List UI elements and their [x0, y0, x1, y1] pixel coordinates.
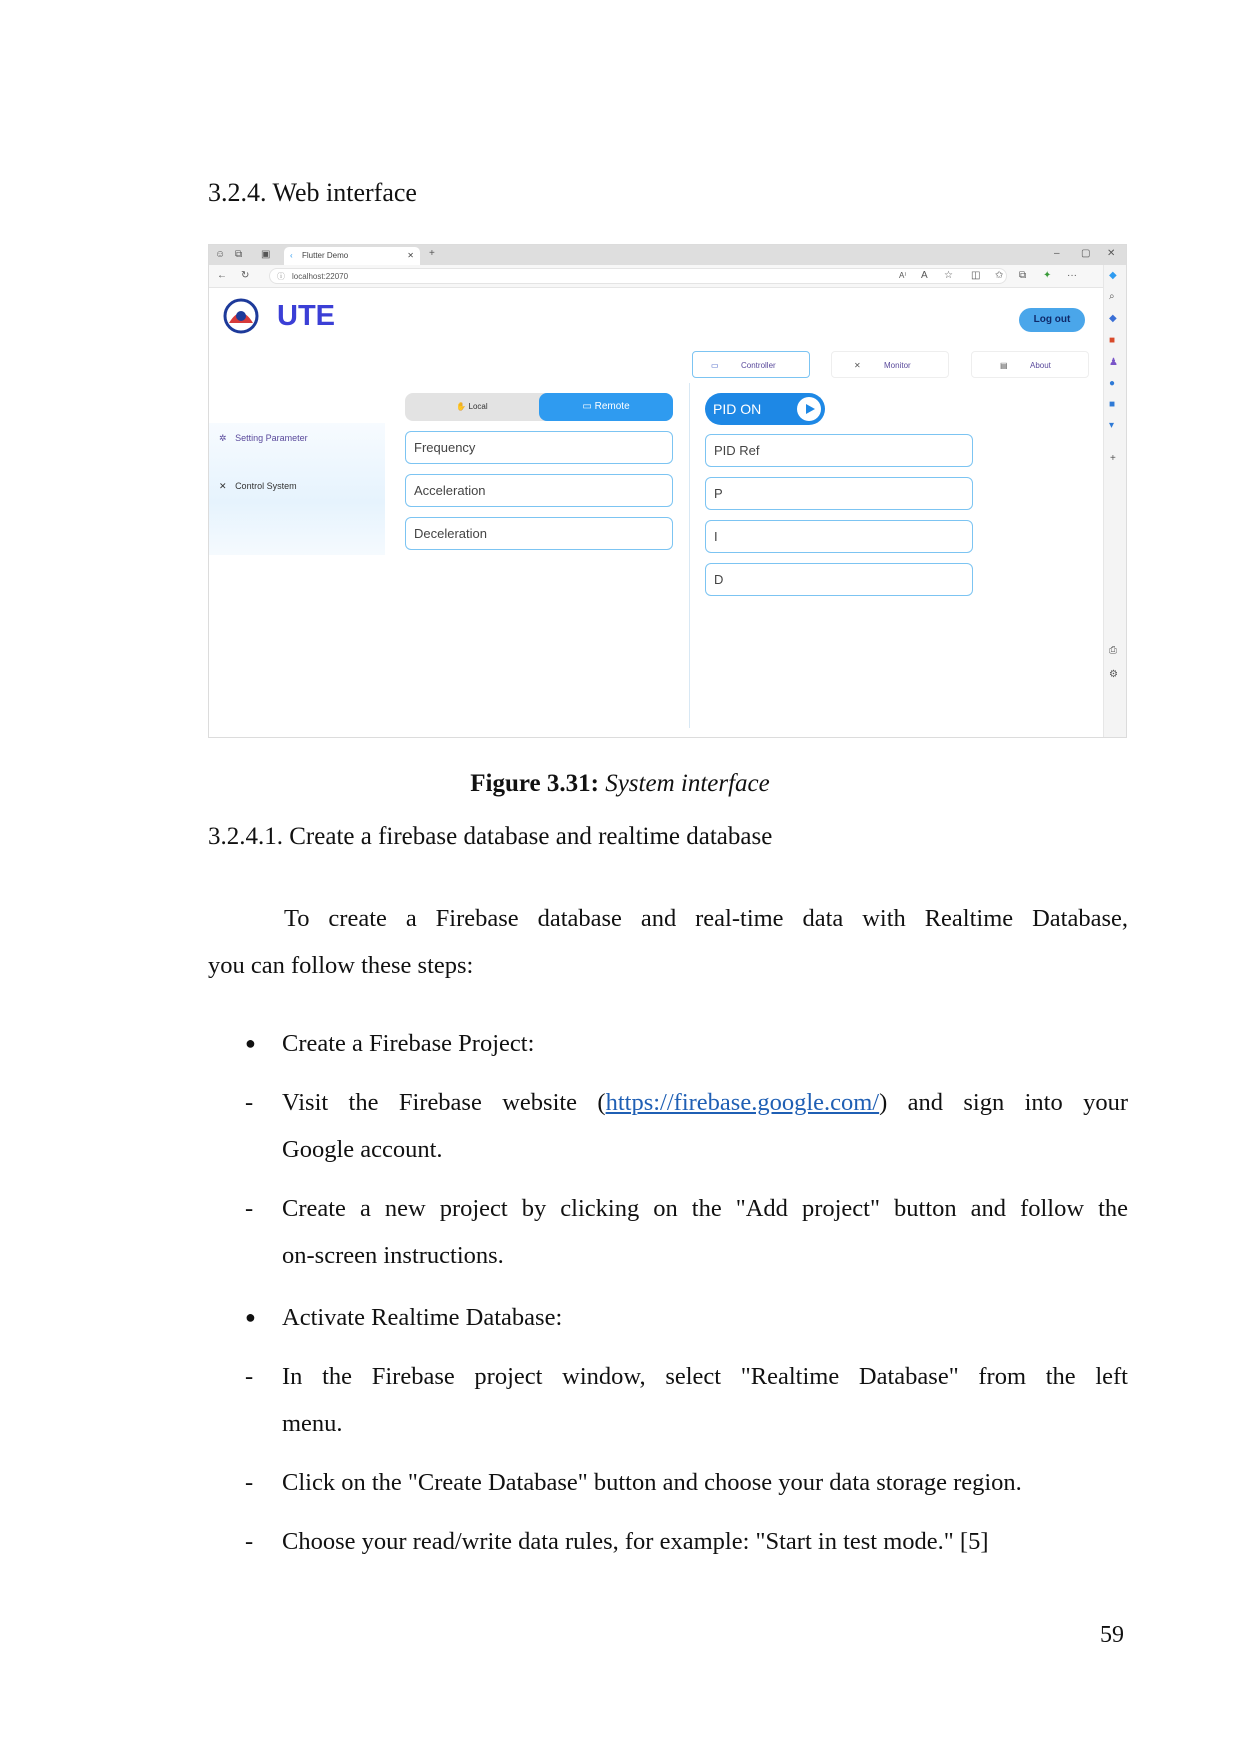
step-2-line-2: on-screen instructions. — [282, 1242, 504, 1269]
firebase-link[interactable]: https://firebase.google.com/ — [605, 1089, 880, 1116]
mode-toggle — [405, 393, 673, 421]
d-input[interactable]: D — [705, 563, 973, 596]
tab-title: Flutter Demo — [302, 251, 349, 260]
games-icon[interactable]: ♟ — [1109, 357, 1118, 368]
column-divider — [689, 383, 690, 728]
subsection-heading: 3.2.4.1. Create a firebase database and realtime database — [208, 823, 773, 850]
search-icon[interactable]: ⌕ — [1109, 291, 1115, 302]
intro-line-2: you can follow these steps: — [208, 952, 474, 979]
split-screen-icon[interactable]: ◫ — [971, 270, 981, 281]
url-text: localhost:22070 — [292, 272, 349, 281]
new-tab-button[interactable]: + — [429, 248, 435, 259]
step-3-line-2: menu. — [282, 1410, 343, 1437]
office-icon[interactable]: ● — [1109, 378, 1116, 389]
monitor-icon: ▭ — [582, 401, 592, 412]
pid-switch[interactable] — [705, 393, 825, 425]
pid-switch-label: PID ON — [713, 401, 762, 417]
tab-controller-label: Controller — [741, 361, 776, 370]
remote-mode-label: Remote — [594, 401, 630, 412]
browser-side-panel — [1103, 265, 1126, 737]
add-icon[interactable]: + — [1110, 453, 1116, 464]
info-icon: ⓘ — [277, 272, 285, 281]
frequency-input[interactable]: Frequency — [405, 431, 673, 464]
local-mode-label: Local — [468, 402, 488, 411]
screenshot-icon[interactable]: ⎙ — [1109, 645, 1117, 656]
figure-caption — [0, 770, 1240, 798]
step-1-line-1 — [282, 1079, 1128, 1126]
minimize-button[interactable]: – — [1054, 248, 1060, 259]
tab-about[interactable] — [971, 351, 1089, 378]
logout-button[interactable]: Log out — [1019, 308, 1085, 332]
flutter-icon: ‹ — [290, 251, 293, 260]
address-bar — [209, 265, 1126, 288]
read-aloud-icon[interactable]: A⁾ — [899, 271, 907, 280]
bullet-dot-icon: ● — [245, 1307, 256, 1327]
copilot-icon[interactable]: ◆ — [1109, 270, 1117, 281]
wrench-icon: ✕ — [219, 481, 227, 491]
profile-icon[interactable]: ☺ — [215, 249, 226, 260]
favorites-icon[interactable]: ✩ — [995, 270, 1004, 281]
shopping-icon[interactable]: ◆ — [1109, 313, 1117, 324]
close-tab-icon[interactable]: ✕ — [407, 251, 414, 260]
deceleration-input[interactable]: Deceleration — [405, 517, 673, 550]
document-icon: ▤ — [1000, 361, 1008, 370]
step-5-text: Choose your read/write data rules, for example: "Start in test mode." [5] — [282, 1528, 989, 1555]
maximize-button[interactable]: ▢ — [1081, 248, 1091, 259]
sidebar-item-setting-parameter[interactable] — [219, 433, 308, 444]
acceleration-input[interactable]: Acceleration — [405, 474, 673, 507]
gear-icon: ✲ — [219, 433, 227, 443]
tools-cross-icon: ✕ — [854, 361, 861, 370]
tools-icon[interactable]: ■ — [1109, 335, 1116, 346]
figure-label: Figure 3.31: — [470, 770, 599, 797]
tab-about-label: About — [1030, 361, 1051, 370]
back-icon[interactable]: ← — [217, 270, 227, 281]
settings-gear-icon[interactable]: ⚙ — [1109, 669, 1118, 680]
more-icon[interactable]: ··· — [1067, 270, 1077, 281]
sidebar-item-label: Setting Parameter — [235, 433, 308, 443]
close-window-button[interactable]: ✕ — [1107, 248, 1116, 259]
app-sidebar — [209, 423, 385, 555]
remote-mode-button[interactable] — [539, 393, 673, 421]
p-input[interactable]: P — [705, 477, 973, 510]
tab-monitor[interactable] — [831, 351, 949, 378]
switch-knob — [797, 397, 821, 421]
dash-marker: - — [245, 1363, 254, 1390]
page-number: 59 — [1100, 1622, 1124, 1648]
play-icon — [797, 397, 821, 421]
i-input[interactable]: I — [705, 520, 973, 553]
local-mode-button[interactable] — [405, 393, 539, 421]
browser-tab-bar — [209, 245, 1126, 265]
step-1-pre: Visit the Firebase website ( — [282, 1089, 606, 1116]
app-logo-text: UTE — [277, 300, 335, 332]
system-interface-screenshot — [208, 244, 1127, 738]
step-1-post: ) and sign into your — [879, 1089, 1128, 1116]
workspaces-icon[interactable]: ⧉ — [235, 249, 243, 260]
collections-icon[interactable]: ⧉ — [1019, 270, 1027, 281]
url-input[interactable] — [269, 268, 1007, 284]
sidebar-item-control-system[interactable] — [219, 481, 297, 492]
dash-marker: - — [245, 1469, 254, 1496]
tab-monitor-label: Monitor — [884, 361, 911, 370]
step-4-text: Click on the "Create Database" button and choose your data storage region. — [282, 1469, 1022, 1496]
step-3-line-1: In the Firebase project window, select "Realtime Database" from the left — [282, 1363, 1128, 1390]
translate-icon[interactable]: A — [921, 270, 928, 281]
intro-line-1: To create a Firebase database and real-time data with Realtime Database, — [284, 905, 1128, 932]
hand-icon: ✋ — [456, 402, 467, 411]
browser-tab[interactable] — [284, 247, 420, 265]
bullet-2-text: Activate Realtime Database: — [282, 1304, 563, 1331]
dash-marker: - — [245, 1089, 254, 1116]
monitor-screen-icon: ▭ — [711, 361, 719, 370]
dash-marker: - — [245, 1528, 254, 1555]
extensions-icon[interactable]: ✦ — [1043, 270, 1052, 281]
pid-ref-input[interactable]: PID Ref — [705, 434, 973, 467]
favorite-star-icon[interactable]: ☆ — [944, 270, 953, 281]
tab-controller[interactable] — [692, 351, 810, 378]
step-1-line-2: Google account. — [282, 1136, 443, 1163]
step-2-line-1: Create a new project by clicking on the "Add project" button and follow the — [282, 1195, 1128, 1222]
drop-icon[interactable]: ▾ — [1109, 420, 1115, 431]
dash-marker: - — [245, 1195, 254, 1222]
figure-title: System interface — [605, 770, 770, 797]
tab-actions-icon[interactable]: ▣ — [261, 249, 271, 260]
ute-logo-icon — [219, 297, 263, 335]
bullet-dot-icon: ● — [245, 1033, 256, 1053]
bullet-1-text: Create a Firebase Project: — [282, 1030, 535, 1057]
refresh-icon[interactable]: ↻ — [241, 270, 250, 281]
outlook-icon[interactable]: ■ — [1109, 399, 1116, 410]
sidebar-item-label: Control System — [235, 481, 297, 491]
section-heading: 3.2.4. Web interface — [208, 178, 417, 207]
